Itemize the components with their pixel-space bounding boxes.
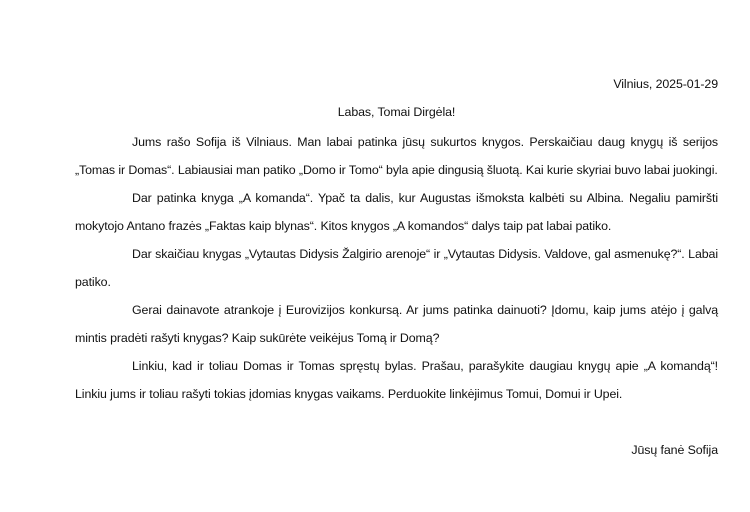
letter <box>75 70 718 464</box>
paragraph-2: Dar patinka knyga „A komanda“. Ypač ta dalis, kur Augustas išmoksta kalbėti su Albina. Negaliu pamiršti mokytojo Antano frazės „Faktas kaip blynas“. Kitos knygos „A komandos“ dalys taip pat labai patiko. <box>75 191 718 233</box>
paragraph-5: Linkiu, kad ir toliau Domas ir Tomas spręstų bylas. Prašau, parašykite daugiau knygų apie „A komandą“! Linkiu jums ir toliau rašyti tokias įdomias knygas vaikams. Perduokite linkėjimus Tomui, Domui ir Upei. <box>75 359 718 401</box>
greeting: Labas, Tomai Dirgėla! <box>337 105 456 119</box>
paragraph-3: Dar skaičiau knygas „Vytautas Didysis Žalgirio arenoje“ ir „Vytautas Didysis. Valdove, gal asmenukę?“. Labai patiko. <box>75 247 718 289</box>
spacer <box>75 408 718 436</box>
signature: Jūsų fanė Sofija <box>631 443 718 457</box>
place-date: Vilnius, 2025-01-29 <box>613 77 718 91</box>
paragraph-1: Jums rašo Sofija iš Vilniaus. Man labai patinka jūsų sukurtos knygos. Perskaičiau daug knygų iš serijos „Tomas ir Domas“. Labiausiai man patiko „Domo ir Tomo“ byla apie dingusią šluotą. Kai kurie skyriai buvo labai juokingi. <box>75 135 718 177</box>
paragraph-4: Gerai dainavote atrankoje į Eurovizijos konkursą. Ar jums patinka dainuoti? Įdomu, kaip jums atėjo į galvą mintis pradėti rašyti knygas? Kaip sukūrėte veikėjus Tomą ir Domą? <box>75 303 718 345</box>
